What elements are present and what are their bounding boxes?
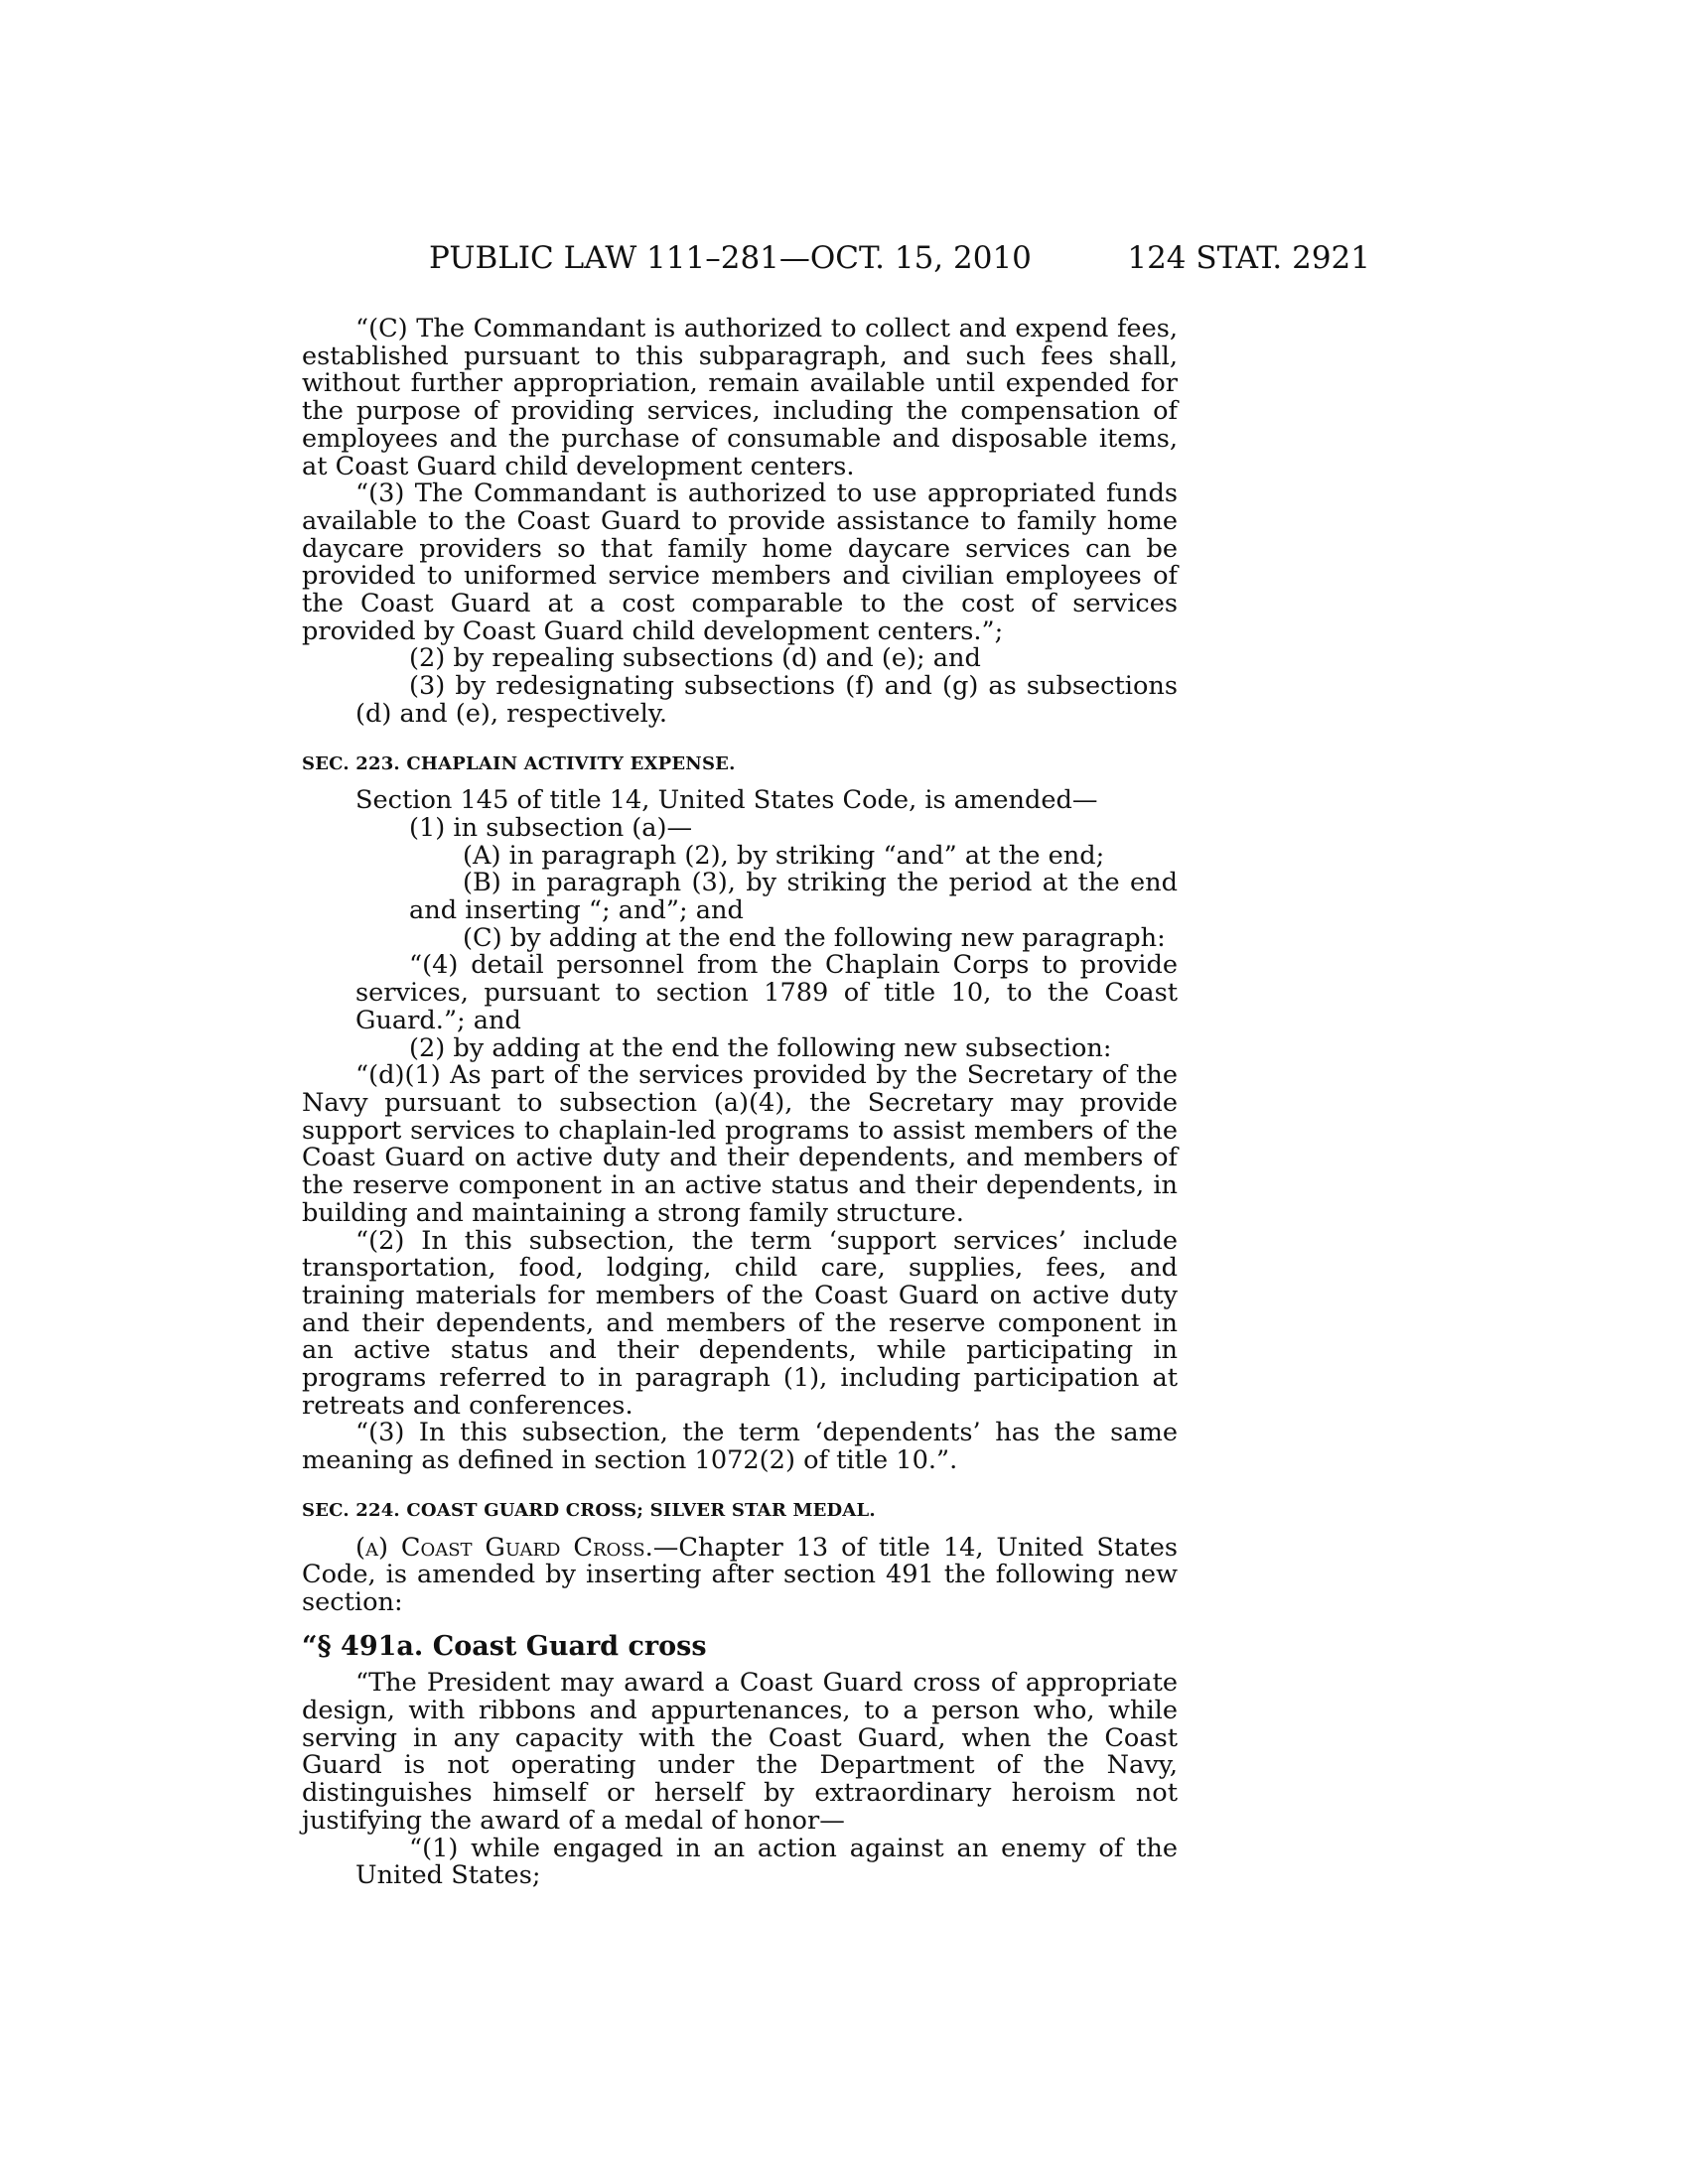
section-223-intro: Section 145 of title 14, United States Code, is amended— [355,785,1098,816]
section-223-subsection-d1: “(d)(1) As part of the services provided by the Secretary of the Navy pursuant to subsection (a)(4), the Secretary may provide support services to chaplain-led programs to assist members of the Coast Guard on active duty and their dependents, and members of the reserve component in an active status and their dependents, in building and maintaining a strong family structure. [302,1060,1178,1228]
section-223-subsection-d2: “(2) In this subsection, the term ‘support services’ include transportation, food, lodging, child care, supplies, fees, and training materials for members of the Coast Guard on active duty and their dependents, and members of the reserve component in an active status and their dependents, while participating in programs referred to in paragraph (1), including participation at retreats and conferences. [302,1225,1178,1421]
section-223-item-1: (1) in subsection (a)— [409,812,693,843]
section-223-item-1c: (C) by adding at the end the following new paragraph: [463,922,1166,953]
item-3-redesignate: (3) by redesignating subsections (f) and (g) as subsections (d) and (e), respectively. [355,671,1178,729]
section-223-item-1a: (A) in paragraph (2), by striking “and” at the end; [463,840,1105,871]
section-223-subsection-d3: “(3) In this subsection, the term ‘dependents’ has the same meaning as defined in section 1072(2) of title 10.”. [302,1418,1178,1476]
section-491a-heading: “§ 491a. Coast Guard cross [302,1630,707,1662]
page-header [0,240,1688,280]
section-223-item-1b: (B) in paragraph (3), by striking the period at the end and inserting “; and”; and [409,868,1178,926]
section-224-subsection-a [302,1532,1178,1617]
subsection-a-text: —Chapter 13 of title 14, United States Code, is amended by inserting after section 491 the following new section: [302,1532,1178,1617]
section-223-quoted-paragraph-4: “(4) detail personnel from the Chaplain Corps to provide services, pursuant to section 1789 of title 10, to the Coast Guard.”; and [355,950,1178,1035]
item-2-repeal: (2) by repealing subsections (d) and (e); and [409,643,981,674]
section-223-heading: SEC. 223. CHAPLAIN ACTIVITY EXPENSE. [302,752,736,774]
running-title: PUBLIC LAW 111–281—OCT. 15, 2010 [429,240,1032,276]
subsection-a-heading: (a) Coast Guard Cross. [355,1532,653,1563]
section-223-item-2: (2) by adding at the end the following new subsection: [409,1032,1112,1063]
section-224-heading: SEC. 224. COAST GUARD CROSS; SILVER STAR MEDAL. [302,1499,876,1521]
paragraph-3: “(3) The Commandant is authorized to use appropriated funds available to the Coast Guard to provide assistance to family home daycare providers so that family home daycare services can be provided to uniformed service members and civilian employees of the Coast Guard at a cost comparable to the cost of services provided by Coast Guard child development centers.”; [302,478,1178,646]
statute-page-number: 124 STAT. 2921 [1127,240,1370,276]
paragraph-c: “(C) The Commandant is authorized to collect and expend fees, established pursuant to this subparagraph, and such fees shall, without further appropriation, remain available until expended for the purpose of providing services, including the compensation of employees and the purchase of consumable and disposable items, at Coast Guard child development centers. [302,314,1178,481]
section-491a-text: “The President may award a Coast Guard cross of appropriate design, with ribbons and appurtenances, to a person who, while serving in any capacity with the Coast Guard, when the Coast Guard is not operating under the Department of the Navy, distinguishes himself or herself by extraordinary heroism not justifying the award of a medal of honor— [302,1668,1178,1836]
document-body [302,316,1178,1890]
section-491a-item-1: “(1) while engaged in an action against an enemy of the United States; [355,1833,1178,1891]
